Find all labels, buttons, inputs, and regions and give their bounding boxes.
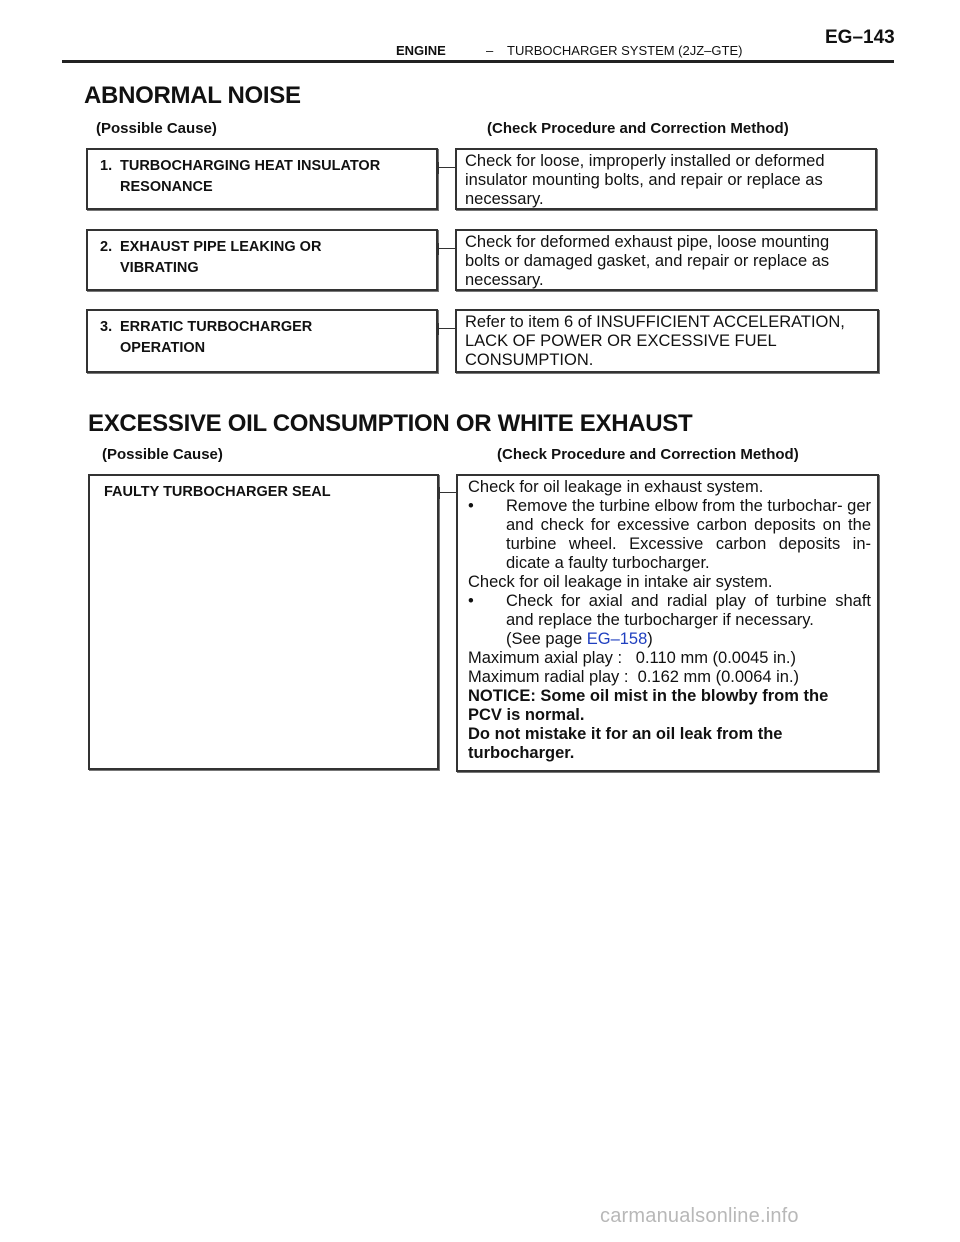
connector-line <box>438 167 456 168</box>
check-text: necessary. <box>465 190 544 208</box>
check-box-3 <box>455 309 879 373</box>
notice-text: turbocharger. <box>468 744 575 762</box>
see-page-reference <box>468 630 871 649</box>
notice-text: NOTICE: Some oil mist in the blowby from the <box>468 687 829 705</box>
check-procedure-label: (Check Procedure and Correction Method) <box>487 120 789 137</box>
connector-line <box>438 328 456 329</box>
cause-box-2 <box>86 229 438 291</box>
check-text: Refer to item 6 of INSUFFICIENT ACCELERATION, <box>465 313 845 331</box>
cause-text: RESONANCE <box>120 179 213 195</box>
see-prefix: (See page <box>506 630 587 648</box>
cause-box-3 <box>86 309 438 373</box>
check-text: insulator mounting bolts, and repair or replace as <box>465 171 823 189</box>
check-box-seal <box>456 474 879 772</box>
check-text: Check for loose, improperly installed or deformed <box>465 152 825 170</box>
check-text: LACK OF POWER OR EXCESSIVE FUEL <box>465 332 777 350</box>
page-number: EG–143 <box>825 27 895 48</box>
watermark: carmanualsonline.info <box>600 1205 799 1227</box>
axial-play-spec: Maximum axial play : 0.110 mm (0.0045 in.) <box>468 649 796 667</box>
oil-consumption-title: EXCESSIVE OIL CONSUMPTION OR WHITE EXHAUST <box>88 410 693 437</box>
cause-text: TURBOCHARGING HEAT INSULATOR <box>120 158 381 174</box>
cause-text: OPERATION <box>120 340 206 356</box>
header-rule <box>62 60 894 63</box>
bullet-icon: • <box>468 592 474 610</box>
check-text: Check for deformed exhaust pipe, loose mounting <box>465 233 830 251</box>
cause-box-1 <box>86 148 438 210</box>
item-number: 3. <box>100 319 113 335</box>
item-number: 1. <box>100 158 113 174</box>
possible-cause-label: (Possible Cause) <box>96 120 217 137</box>
bullet-icon: • <box>468 497 474 515</box>
check-text: Check for oil leakage in intake air system. <box>468 573 773 591</box>
check-text: Remove the turbine elbow from the turbochar- ger and check for excessive carbon deposits on the turbine wheel. Excessive carbon deposits in- dicate a faulty turbocharger. <box>506 497 872 572</box>
header-section: ENGINE <box>396 43 446 58</box>
abnormal-noise-title: ABNORMAL NOISE <box>84 82 301 109</box>
connector-line <box>439 492 457 493</box>
possible-cause-label: (Possible Cause) <box>102 446 223 463</box>
header-dash: – <box>486 43 494 58</box>
connector-line <box>438 248 456 249</box>
check-box-1 <box>455 148 877 210</box>
cause-box-seal <box>88 474 439 770</box>
item-number: 2. <box>100 239 113 255</box>
bullet-item <box>468 592 871 630</box>
notice-text: PCV is normal. <box>468 706 585 724</box>
cause-text: FAULTY TURBOCHARGER SEAL <box>104 484 331 500</box>
page-link[interactable]: EG–158 <box>586 630 648 648</box>
check-text: Check for oil leakage in exhaust system. <box>468 478 764 496</box>
check-text: CONSUMPTION. <box>465 351 594 369</box>
see-suffix: ) <box>647 630 653 648</box>
radial-play-spec: Maximum radial play : 0.162 mm (0.0064 in.) <box>468 668 800 686</box>
cause-text: VIBRATING <box>120 260 199 276</box>
header-title: TURBOCHARGER SYSTEM (2JZ–GTE) <box>507 43 743 58</box>
bullet-item <box>468 497 871 573</box>
notice-text: Do not mistake it for an oil leak from the <box>468 725 783 743</box>
check-text: necessary. <box>465 271 544 289</box>
cause-text: ERRATIC TURBOCHARGER <box>120 319 313 335</box>
check-text: Check for axial and radial play of turbine shaft and replace the turbocharger if necessary. <box>506 592 871 629</box>
check-box-2 <box>455 229 877 291</box>
cause-text: EXHAUST PIPE LEAKING OR <box>120 239 322 255</box>
check-procedure-label: (Check Procedure and Correction Method) <box>497 446 799 463</box>
check-text: bolts or damaged gasket, and repair or replace as <box>465 252 830 270</box>
